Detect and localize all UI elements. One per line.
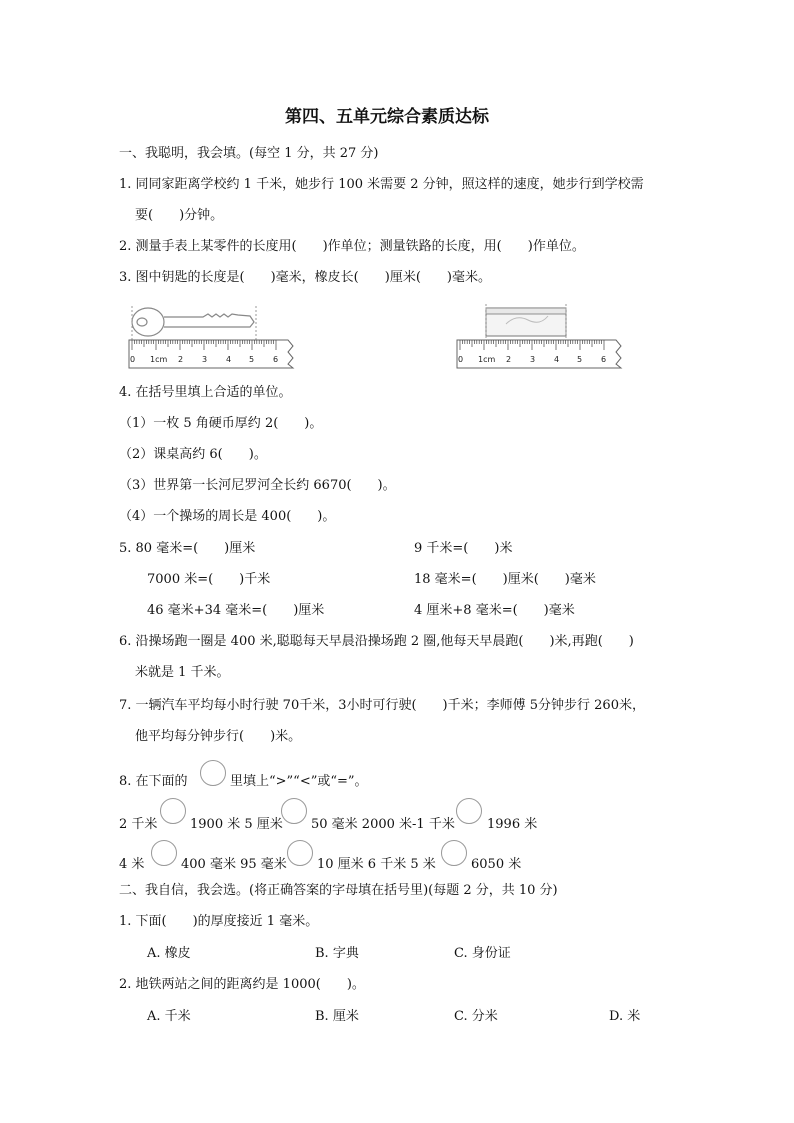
answer-circle[interactable] <box>160 798 186 824</box>
ruler-label: 1cm <box>478 355 496 364</box>
eraser-icon <box>486 308 566 336</box>
answer-circle[interactable] <box>441 840 467 866</box>
question-6-line-1: 6. 沿操场跑一圈是 400 米,聪聪每天早晨沿操场跑 2 圈,他每天早晨跑( )米,再跑( ) <box>119 634 634 649</box>
question-5-b: 9 千米=( )米 <box>414 541 513 556</box>
question-4-4: （4）一个操场的周长是 400( )。 <box>119 509 336 524</box>
ruler-label: 1cm <box>150 355 168 364</box>
question-7-line-2: 他平均每分钟步行( )米。 <box>135 729 302 744</box>
choice-question-1: 1. 下面( )的厚度接近 1 毫米。 <box>119 914 319 929</box>
ruler-label: 6 <box>273 355 279 364</box>
ruler-label: 0 <box>130 355 136 364</box>
question-5-f: 4 厘米+8 毫米=( )毫米 <box>414 603 575 618</box>
question-4-1: （1）一枚 5 角硬币厚约 2( )。 <box>119 416 323 431</box>
compare-item: 1996 米 <box>487 817 538 832</box>
key-ruler-figure <box>128 302 298 372</box>
ruler-label: 2 <box>178 355 184 364</box>
choice-option: C. 分米 <box>454 1009 498 1024</box>
question-4-3: （3）世界第一长河尼罗河全长约 6670( )。 <box>119 478 396 493</box>
compare-item: 1900 米 5 厘米 <box>190 817 283 832</box>
eraser-ruler-figure <box>456 302 626 372</box>
ruler <box>457 340 621 368</box>
question-5-d: 18 毫米=( )厘米( )毫米 <box>414 572 596 587</box>
question-1-line-1: 1. 同同家距离学校约 1 千米，她步行 100 米需要 2 分钟，照这样的速度，她步行到学校需 <box>119 177 644 192</box>
section-1-heading: 一、我聪明，我会填。(每空 1 分，共 27 分) <box>119 146 379 161</box>
choice-option: A. 橡皮 <box>147 946 191 961</box>
question-2: 2. 测量手表上某零件的长度用( )作单位；测量铁路的长度，用( )作单位。 <box>119 239 585 254</box>
question-6-line-2: 米就是 1 千米。 <box>135 665 230 680</box>
ruler-label: 4 <box>554 355 560 364</box>
choice-question-2: 2. 地铁两站之间的距离约是 1000( )。 <box>119 977 365 992</box>
answer-circle[interactable] <box>456 798 482 824</box>
question-1-line-2: 要( )分钟。 <box>135 208 224 223</box>
answer-circle[interactable] <box>200 760 226 786</box>
question-4: 4. 在括号里填上合适的单位。 <box>119 385 292 400</box>
ruler-label: 0 <box>458 355 464 364</box>
ruler-label: 3 <box>202 355 208 364</box>
compare-item: 6050 米 <box>471 857 522 872</box>
question-4-2: （2）课桌高约 6( )。 <box>119 447 267 462</box>
question-7-line-1: 7. 一辆汽车平均每小时行驶 70千米，3小时可行驶( )千米；李师傅 5分钟步行 260米， <box>119 698 645 713</box>
question-3: 3. 图中钥匙的长度是( )毫米，橡皮长( )厘米( )毫米。 <box>119 270 491 285</box>
choice-option: D. 米 <box>609 1009 641 1024</box>
answer-circle[interactable] <box>281 798 307 824</box>
ruler-label: 3 <box>530 355 536 364</box>
compare-item: 4 米 <box>119 857 145 872</box>
ruler-label: 5 <box>249 355 255 364</box>
ruler <box>129 340 293 368</box>
question-8-suffix: 里填上“>”“<”或“=”。 <box>230 774 368 789</box>
answer-circle[interactable] <box>287 840 313 866</box>
answer-circle[interactable] <box>151 840 177 866</box>
section-2-heading: 二、我自信，我会选。(将正确答案的字母填在括号里)(每题 2 分，共 10 分) <box>119 883 558 898</box>
question-5-a: 5. 80 毫米=( )厘米 <box>119 541 256 556</box>
choice-option: C. 身份证 <box>454 946 511 961</box>
question-8-prefix: 8. 在下面的 <box>119 774 188 789</box>
question-5-e: 46 毫米+34 毫米=( )厘米 <box>147 603 325 618</box>
ruler-label: 4 <box>226 355 232 364</box>
ruler-label: 6 <box>601 355 607 364</box>
choice-option: B. 字典 <box>315 946 359 961</box>
compare-item: 10 厘米 6 千米 5 米 <box>317 857 436 872</box>
ruler-label: 5 <box>577 355 583 364</box>
key-icon <box>132 308 254 336</box>
choice-option: B. 厘米 <box>315 1009 359 1024</box>
question-5-c: 7000 米=( )千米 <box>147 572 271 587</box>
compare-item: 400 毫米 95 毫米 <box>181 857 287 872</box>
choice-option: A. 千米 <box>147 1009 191 1024</box>
compare-item: 50 毫米 2000 米-1 千米 <box>311 817 455 832</box>
ruler-label: 2 <box>506 355 512 364</box>
compare-item: 2 千米 <box>119 817 158 832</box>
page-title: 第四、五单元综合素质达标 <box>285 107 489 127</box>
